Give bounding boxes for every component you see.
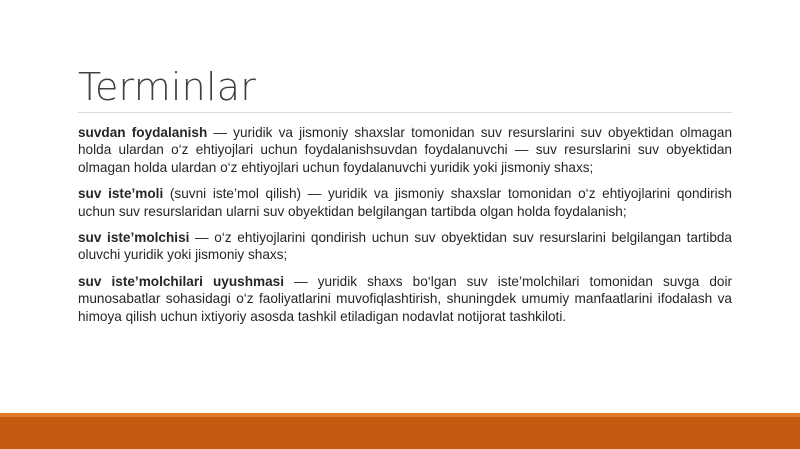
- terms-list: [78, 124, 732, 334]
- term-definition: (suvni iste’mol qilish) — yuridik va jismoniy shaxslar tomonidan o‘z ehtiyojlarini qondirish uchun suv resurslaridan ularni suv obyektidan belgilangan tartibda olgan holda foydalanish;: [78, 186, 732, 219]
- term-item: [78, 124, 732, 176]
- title-divider: [78, 112, 732, 113]
- term-name: suv iste’moli: [78, 186, 164, 202]
- term-item: [78, 229, 732, 264]
- term-definition: — yuridik shaxs bo‘lgan suv iste’molchilari tomonidan suvga doir munosabatlar sohasidagi o‘z faoliyatlarini muvofiqlashtirish, shuningdek umumiy manfaatlarini ifodalash va himoya qilish uchun ixtiyoriy asosda tashkil etiladigan nodavlat notijorat tashkiloti.: [78, 273, 732, 324]
- term-item: [78, 185, 732, 220]
- term-name: suv iste’molchisi: [78, 230, 190, 246]
- term-name: suvdan foydalanish: [78, 125, 208, 140]
- footer-accent-bar: [0, 413, 800, 449]
- slide-title: Terminlar: [78, 65, 257, 109]
- term-name: suv iste’molchilari uyushmasi: [78, 273, 284, 289]
- term-definition: — yuridik va jismoniy shaxslar tomonidan suv resurslarini suv obyektidan olmagan holda ulardan o‘z ehtiyojlari uchun foydalanishsuvdan foydalanuvchi — suv resurslarini suv obyektidan olmagan holda ulardan o‘z ehtiyojlari uchun foydalanuvchi yuridik yoki jismoniy shaxs;: [78, 125, 733, 175]
- term-item: [78, 273, 732, 325]
- footer-accent-stripe: [0, 413, 800, 417]
- term-definition: — o‘z ehtiyojlarini qondirish uchun suv obyektidan suv resurslarini belgilangan tartibda oluvchi yuridik yoki jismoniy shaxs;: [78, 230, 732, 263]
